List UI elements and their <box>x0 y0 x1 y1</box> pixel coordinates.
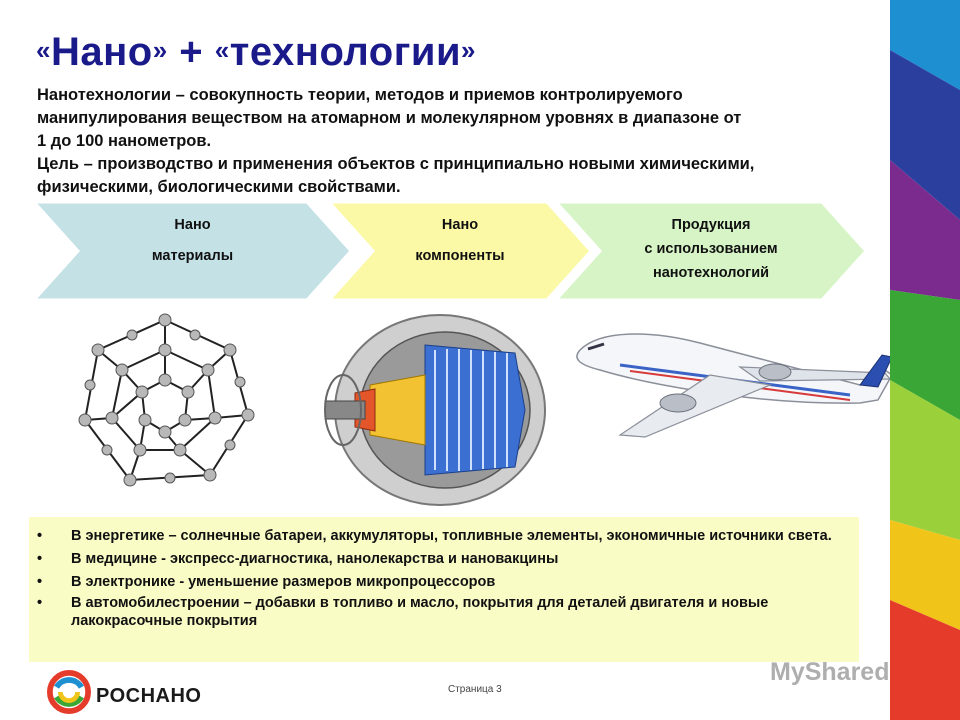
fullerene-molecule-image <box>70 310 260 500</box>
chevron-label-line2: компоненты <box>415 248 505 264</box>
intro-line: манипулирования веществом на атомарном и молекулярном уровнях в диапазоне от <box>37 109 742 127</box>
page-number: Страница 3 <box>448 684 502 695</box>
applications-list <box>29 517 859 662</box>
rosnano-logo-text: РОСНАНО <box>96 685 202 707</box>
quote-close: » <box>152 35 168 65</box>
jet-engine-image <box>315 305 555 515</box>
chevron-label-line3: нанотехнологий <box>652 265 770 281</box>
intro-text <box>37 84 867 199</box>
illustrations-row <box>0 305 900 525</box>
quote-close-2: » <box>461 35 477 65</box>
chevron-label-line2: материалы <box>151 248 234 264</box>
list-item: • В автомобилестроении – добавки в топливо и масло, покрытия для деталей двигателя и новые лакокрасочные покрытия <box>71 594 859 630</box>
decorative-side-strip <box>890 0 960 720</box>
title-nano: Нано <box>50 30 153 74</box>
chevron-nanomaterials <box>30 200 355 302</box>
intro-line: Нанотехнологии – совокупность теории, методов и приемов контролируемого <box>37 86 683 104</box>
watermark: MyShared <box>770 658 890 686</box>
title-plus: + <box>167 30 215 74</box>
chevron-label-line1: Нано <box>441 217 479 233</box>
rosnano-logo-icon <box>46 670 92 714</box>
list-item: • В электронике - уменьшение размеров микропроцессоров <box>71 571 859 593</box>
airplane-image <box>560 315 895 465</box>
intro-line: Цель – производство и применения объектов с принципиально новыми химическими, <box>37 155 755 173</box>
list-item: • В энергетике – солнечные батареи, аккумуляторы, топливные элементы, экономичные источники света. <box>71 525 859 547</box>
title-tech: технологии <box>229 30 462 74</box>
intro-line: физическими, биологическими свойствами. <box>37 178 401 196</box>
intro-line: 1 до 100 нанометров. <box>37 132 212 150</box>
chevron-products <box>552 200 870 302</box>
slide-title <box>36 30 476 75</box>
quote-open-2: « <box>214 35 230 65</box>
chevron-label-line1: Продукция <box>671 217 751 233</box>
chevron-label-line2: с использованием <box>644 241 778 257</box>
chevron-label-line1: Нано <box>174 217 211 233</box>
list-item: • В медицине - экспресс-диагностика, нанолекарства и нановакцины <box>71 548 859 570</box>
quote-open: « <box>36 35 51 65</box>
